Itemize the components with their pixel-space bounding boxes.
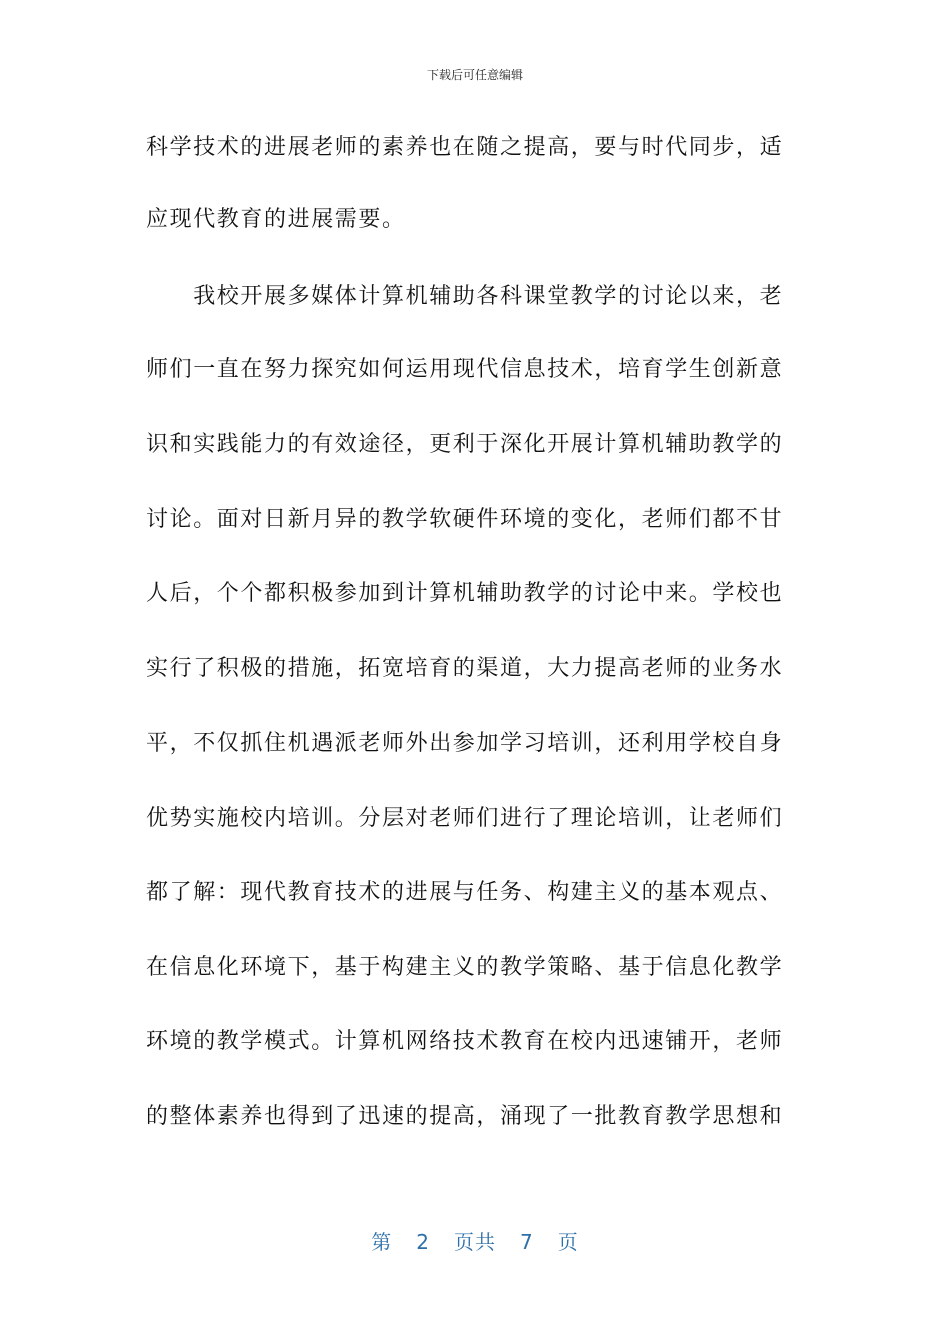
- body-line: 都了解：现代教育技术的进展与任务、构建主义的基本观点、: [146, 880, 784, 905]
- body-line: 平，不仅抓住机遇派老师外出参加学习培训，还利用学校自身: [146, 731, 784, 756]
- body-line: 我校开展多媒体计算机辅助各科课堂教学的讨论以来，老: [146, 284, 784, 309]
- body-line: 环境的教学模式。计算机网络技术教育在校内迅速铺开，老师: [146, 1029, 784, 1054]
- body-line: 优势实施校内培训。分层对老师们进行了理论培训，让老师们: [146, 806, 784, 831]
- body-line: 人后，个个都积极参加到计算机辅助教学的讨论中来。学校也: [146, 581, 784, 606]
- page-footer: [0, 1226, 950, 1255]
- footer-total-pages: 7: [520, 1230, 534, 1254]
- footer-suffix: 页: [557, 1230, 579, 1254]
- body-line: 在信息化环境下，基于构建主义的教学策略、基于信息化教学: [146, 955, 784, 980]
- body-line: 师们一直在努力探究如何运用现代信息技术，培育学生创新意: [146, 357, 784, 382]
- header-note: 下载后可任意编辑: [426, 68, 523, 82]
- footer-prefix: 第: [371, 1230, 393, 1254]
- body-line: 讨论。面对日新月异的教学软硬件环境的变化，老师们都不甘: [146, 507, 784, 532]
- footer-page-number: 2: [416, 1230, 430, 1254]
- body-line: 识和实践能力的有效途径，更利于深化开展计算机辅助教学的: [146, 432, 784, 457]
- footer-middle: 页共: [454, 1230, 496, 1254]
- body-line: 科学技术的进展老师的素养也在随之提高，要与时代同步，适: [146, 135, 784, 160]
- body-line: 实行了积极的措施，拓宽培育的渠道，大力提高老师的业务水: [146, 656, 784, 681]
- body-line: 的整体素养也得到了迅速的提高，涌现了一批教育教学思想和: [146, 1104, 784, 1129]
- body-line: 应现代教育的进展需要。: [146, 207, 406, 232]
